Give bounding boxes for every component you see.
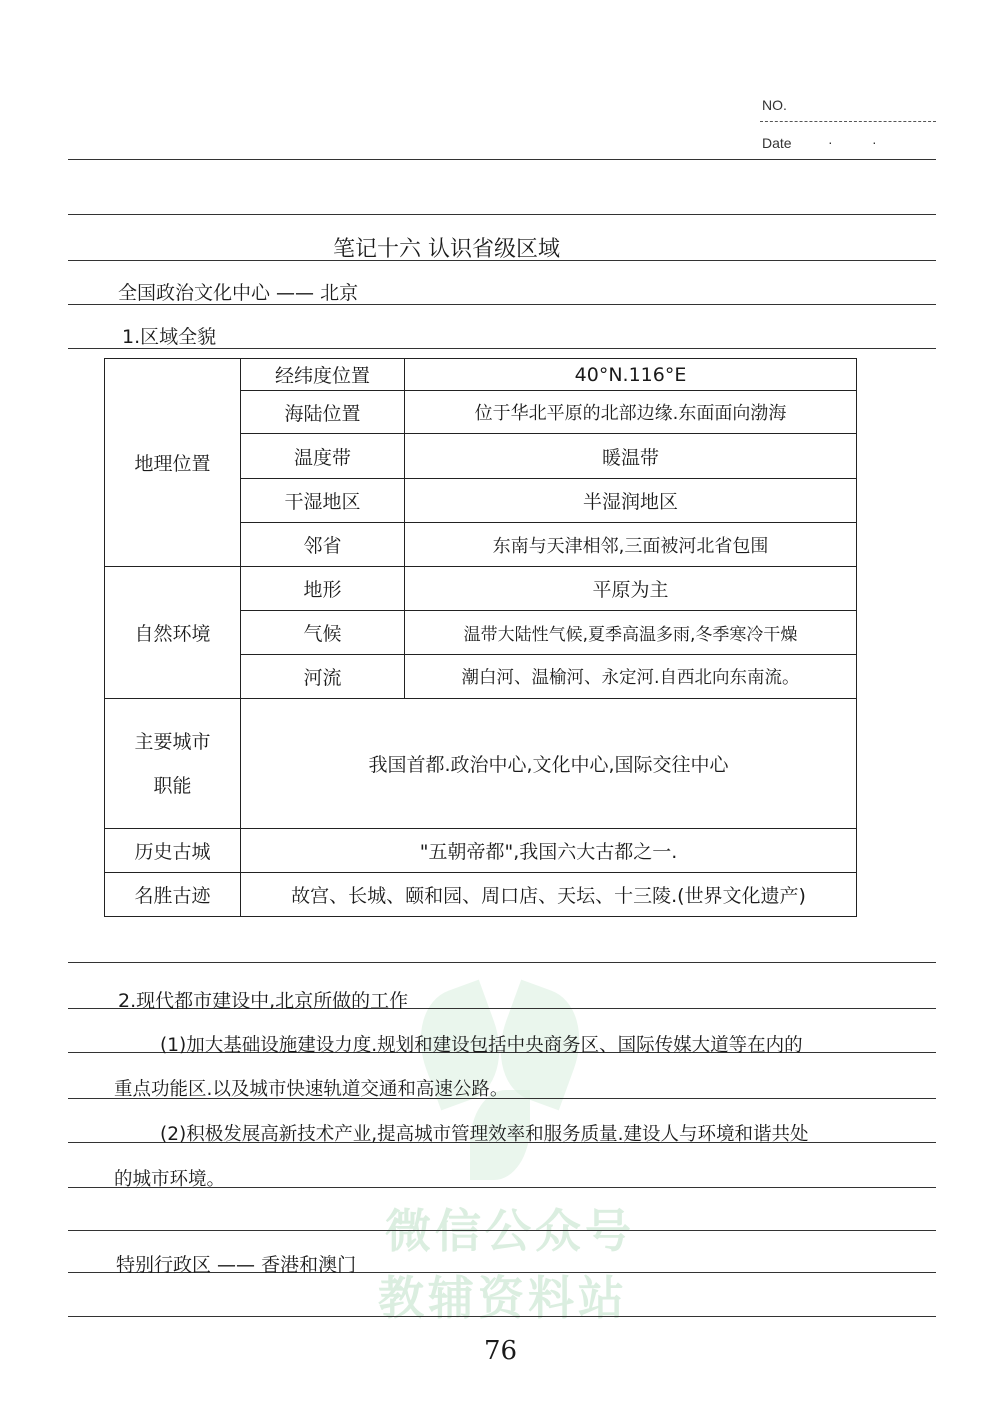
special-region-heading: 特别行政区 —— 香港和澳门 <box>116 1254 357 1276</box>
no-label: NO. <box>762 97 787 113</box>
city-function-value: 我国首都.政治中心,文化中心,国际交往中心 <box>241 699 857 829</box>
ruled-line <box>68 1316 936 1317</box>
historic-city-value: "五朝帝都",我国六大古都之一. <box>241 829 857 873</box>
ruled-line <box>68 1230 936 1231</box>
paragraph-1-line-2: 重点功能区.以及城市快速轨道交通和高速公路。 <box>114 1079 509 1100</box>
subheading-region-overview: 1.区域全貌 <box>122 326 217 348</box>
row-label: 温度带 <box>241 434 405 479</box>
date-dot: · <box>828 134 833 150</box>
row-label: 海陆位置 <box>241 391 405 434</box>
watermark-text-2: 教辅资料站 <box>378 1271 628 1325</box>
ruled-line <box>68 962 936 963</box>
beijing-info-table <box>104 358 857 917</box>
geo-group-cell <box>105 359 241 567</box>
row-value: 东南与天津相邻,三面被河北省包围 <box>405 523 857 567</box>
watermark-text-1: 微信公众号 <box>385 1204 635 1258</box>
historic-city-label: 历史古城 <box>105 829 241 873</box>
row-value: 平原为主 <box>405 567 857 611</box>
section-heading: 全国政治文化中心 —— 北京 <box>118 282 359 304</box>
row-value: 温带大陆性气候,夏季高温多雨,冬季寒冷干燥 <box>405 611 857 655</box>
geo-group-label: 地理位置 <box>134 453 211 475</box>
row-value: 40°N.116°E <box>405 359 857 391</box>
row-value: 半湿润地区 <box>405 479 857 523</box>
no-dashed-line <box>760 121 936 122</box>
city-function-label-2: 职能 <box>153 774 192 797</box>
paragraph-1-line-1: (1)加大基础设施建设力度.规划和建设包括中央商务区、国际传媒大道等在内的 <box>160 1035 803 1056</box>
nature-group-cell <box>105 567 241 699</box>
row-value: 位于华北平原的北部边缘.东面面向渤海 <box>405 391 857 434</box>
page-number: 76 <box>484 1336 518 1366</box>
ruled-line <box>68 159 936 160</box>
heritage-sites-value: 故宫、长城、颐和园、周口店、天坛、十三陵.(世界文化遗产) <box>241 873 857 917</box>
ruled-line <box>68 214 936 215</box>
city-function-label-cell <box>105 699 241 829</box>
row-value: 潮白河、温榆河、永定河.自西北向东南流。 <box>405 655 857 699</box>
heritage-sites-label: 名胜古迹 <box>105 873 241 917</box>
row-label: 气候 <box>241 611 405 655</box>
city-function-label-1: 主要城市 <box>134 730 211 753</box>
subheading-modern-construction: 2.现代都市建设中,北京所做的工作 <box>118 990 409 1012</box>
row-label: 干湿地区 <box>241 479 405 523</box>
row-label: 经纬度位置 <box>241 359 405 391</box>
paragraph-2-line-2: 的城市环境。 <box>114 1169 226 1190</box>
page-title: 笔记十六 认识省级区域 <box>333 237 560 262</box>
row-label: 河流 <box>241 655 405 699</box>
date-label: Date <box>762 135 792 151</box>
row-label: 地形 <box>241 567 405 611</box>
row-label: 邻省 <box>241 523 405 567</box>
nature-group-label: 自然环境 <box>134 623 211 645</box>
paragraph-2-line-1: (2)积极发展高新技术产业,提高城市管理效率和服务质量.建设人与环境和谐共处 <box>160 1124 809 1145</box>
row-value: 暖温带 <box>405 434 857 479</box>
date-dot: · <box>872 134 877 150</box>
